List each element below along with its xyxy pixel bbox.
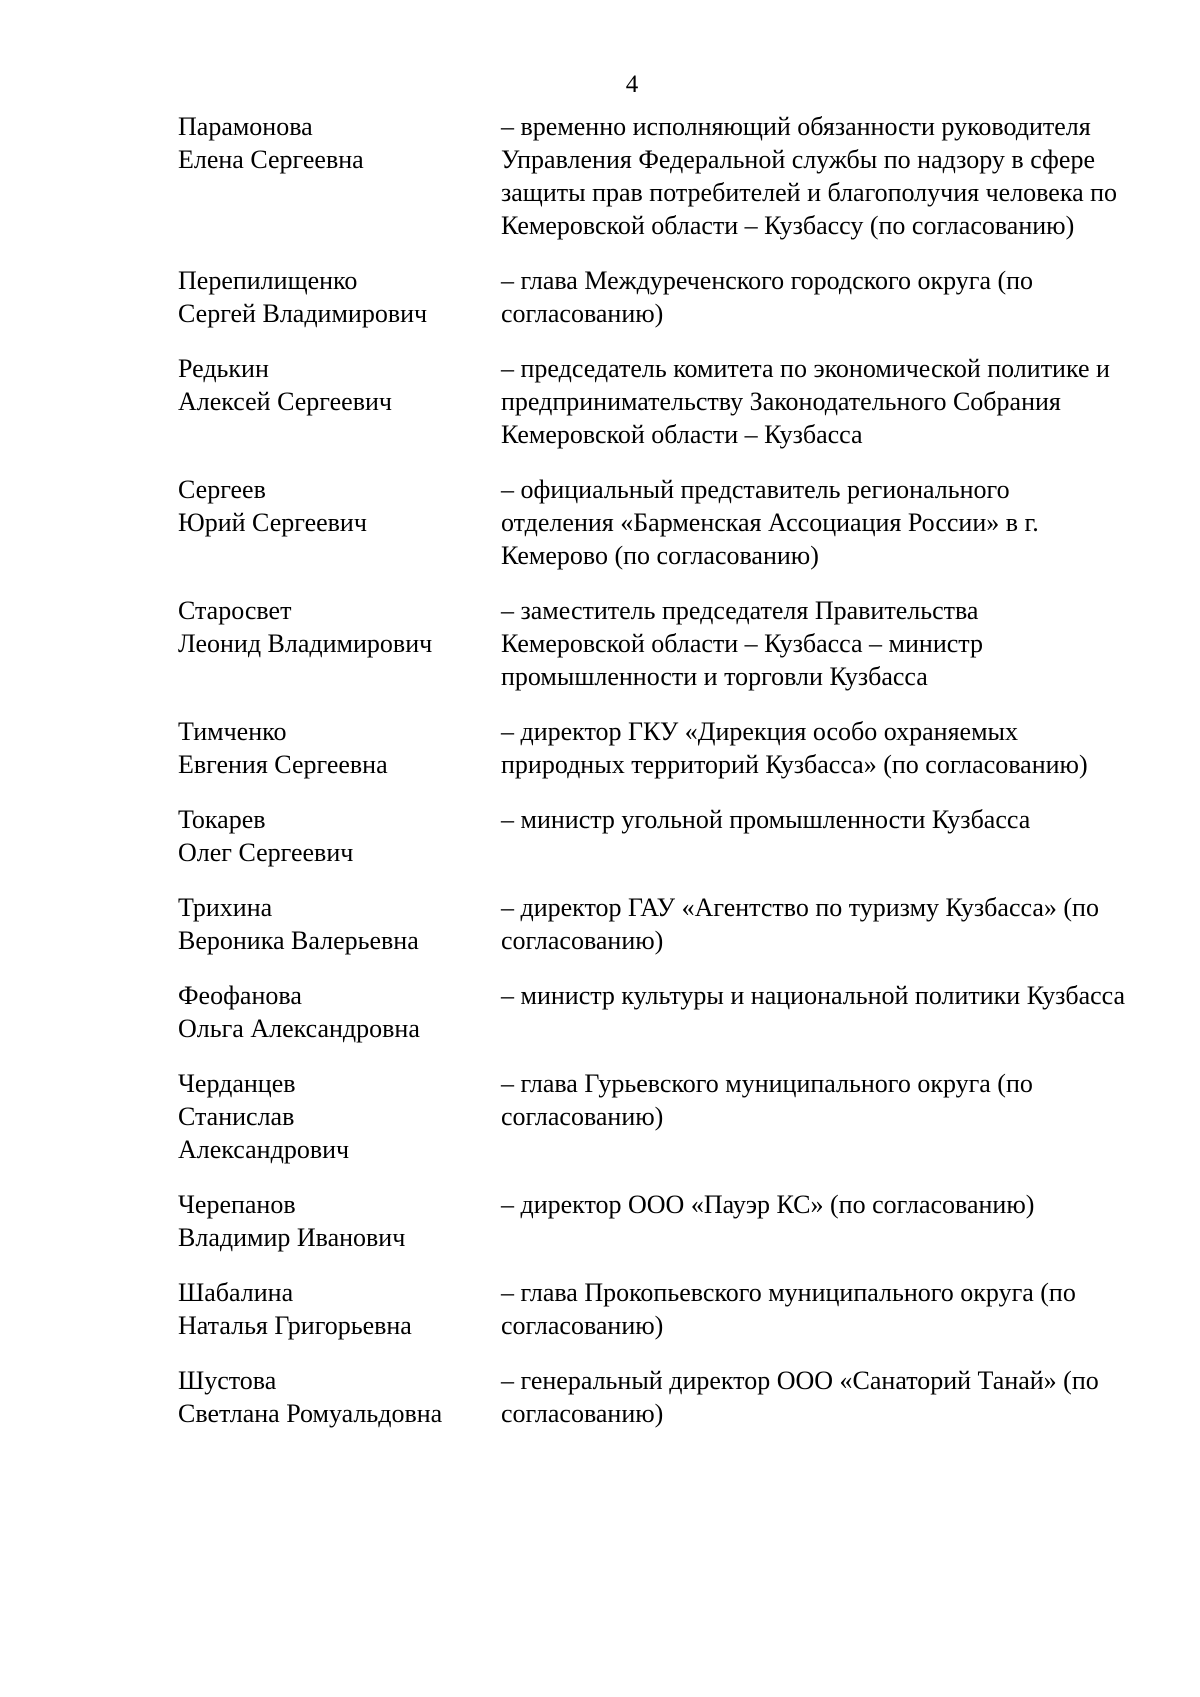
member-given-name: Евгения Сергеевна: [178, 750, 388, 779]
member-surname: Тимченко: [178, 717, 287, 746]
member-position: – глава Междуреченского городского округа (по согласованию): [501, 266, 1034, 328]
member-given-name: Алексей Сергеевич: [178, 387, 392, 416]
member-surname: Редькин: [178, 354, 269, 383]
member-position: – министр угольной промышленности Кузбасса: [501, 805, 1031, 834]
member-surname: Старосвет: [178, 596, 292, 625]
member-surname: Трихина: [178, 893, 273, 922]
member-surname: Черданцев: [178, 1069, 296, 1098]
member-given-name: Юрий Сергеевич: [178, 508, 367, 537]
member-name: [178, 1364, 501, 1430]
member-position: – временно исполняющий обязанности руководителя Управления Федеральной службы по надзору в сфере защиты прав потребителей и благополучия человека по Кемеровской области – Кузбассу (по согласованию): [501, 112, 1118, 240]
roster-entry: [178, 594, 1128, 693]
member-name: [178, 803, 501, 869]
member-position: – генеральный директор ООО «Санаторий Танай» (по согласованию): [501, 1366, 1099, 1428]
roster-entry: [178, 1276, 1128, 1342]
member-position: – министр культуры и национальной политики Кузбасса: [501, 981, 1126, 1010]
member-name: [178, 891, 501, 957]
roster-entry: [178, 352, 1128, 451]
member-name: [178, 1067, 501, 1166]
roster-entry: [178, 891, 1128, 957]
member-position: – председатель комитета по экономической политике и предпринимательству Законодательного Собрания Кемеровской области – Кузбасса: [501, 354, 1110, 449]
commission-roster: [178, 110, 1128, 1452]
page-number: 4: [625, 71, 639, 98]
member-name: [178, 1276, 501, 1342]
member-name: [178, 1188, 501, 1254]
member-position: – официальный представитель регионального отделения «Барменская Ассоциация России» в г. Кемерово (по согласованию): [501, 475, 1039, 570]
member-position: – директор ГАУ «Агентство по туризму Кузбасса» (по согласованию): [501, 893, 1099, 955]
roster-entry: [178, 1364, 1128, 1430]
member-surname: Шустова: [178, 1366, 277, 1395]
member-surname: Черепанов: [178, 1190, 296, 1219]
member-surname: Парамонова: [178, 112, 313, 141]
member-given-name: Владимир Иванович: [178, 1223, 406, 1252]
member-surname: Шабалина: [178, 1278, 294, 1307]
member-name: [178, 715, 501, 781]
member-position: – глава Прокопьевского муниципального округа (по согласованию): [501, 1278, 1076, 1340]
member-given-name: Олег Сергеевич: [178, 838, 354, 867]
member-position: – глава Гурьевского муниципального округа (по согласованию): [501, 1069, 1033, 1131]
member-position: – директор ГКУ «Дирекция особо охраняемых природных территорий Кузбасса» (по согласованию): [501, 717, 1088, 779]
member-name: [178, 979, 501, 1045]
member-name: [178, 594, 501, 660]
roster-entry: [178, 803, 1128, 869]
roster-entry: [178, 979, 1128, 1045]
member-surname: Феофанова: [178, 981, 302, 1010]
member-name: [178, 110, 501, 176]
member-given-name: Леонид Владимирович: [178, 629, 433, 658]
member-surname: Токарев: [178, 805, 266, 834]
member-name: [178, 352, 501, 418]
roster-entry: [178, 715, 1128, 781]
member-given-name: Вероника Валерьевна: [178, 926, 419, 955]
member-given-name: Елена Сергеевна: [178, 145, 364, 174]
member-position: – директор ООО «Пауэр КС» (по согласованию): [501, 1190, 1035, 1219]
roster-entry: [178, 110, 1128, 242]
member-name: [178, 264, 501, 330]
roster-entry: [178, 1188, 1128, 1254]
member-given-name: Ольга Александровна: [178, 1014, 420, 1043]
roster-entry: [178, 264, 1128, 330]
member-surname: Сергеев: [178, 475, 266, 504]
member-position: – заместитель председателя Правительства Кемеровской области – Кузбасса – министр промышленности и торговли Кузбасса: [501, 596, 983, 691]
roster-entry: [178, 1067, 1128, 1166]
roster-entry: [178, 473, 1128, 572]
member-given-name: Наталья Григорьевна: [178, 1311, 412, 1340]
member-given-name: Светлана Ромуальдовна: [178, 1399, 443, 1428]
member-given-name: Станислав Александрович: [178, 1102, 350, 1164]
member-name: [178, 473, 501, 539]
member-surname: Перепилищенко: [178, 266, 358, 295]
member-given-name: Сергей Владимирович: [178, 299, 428, 328]
